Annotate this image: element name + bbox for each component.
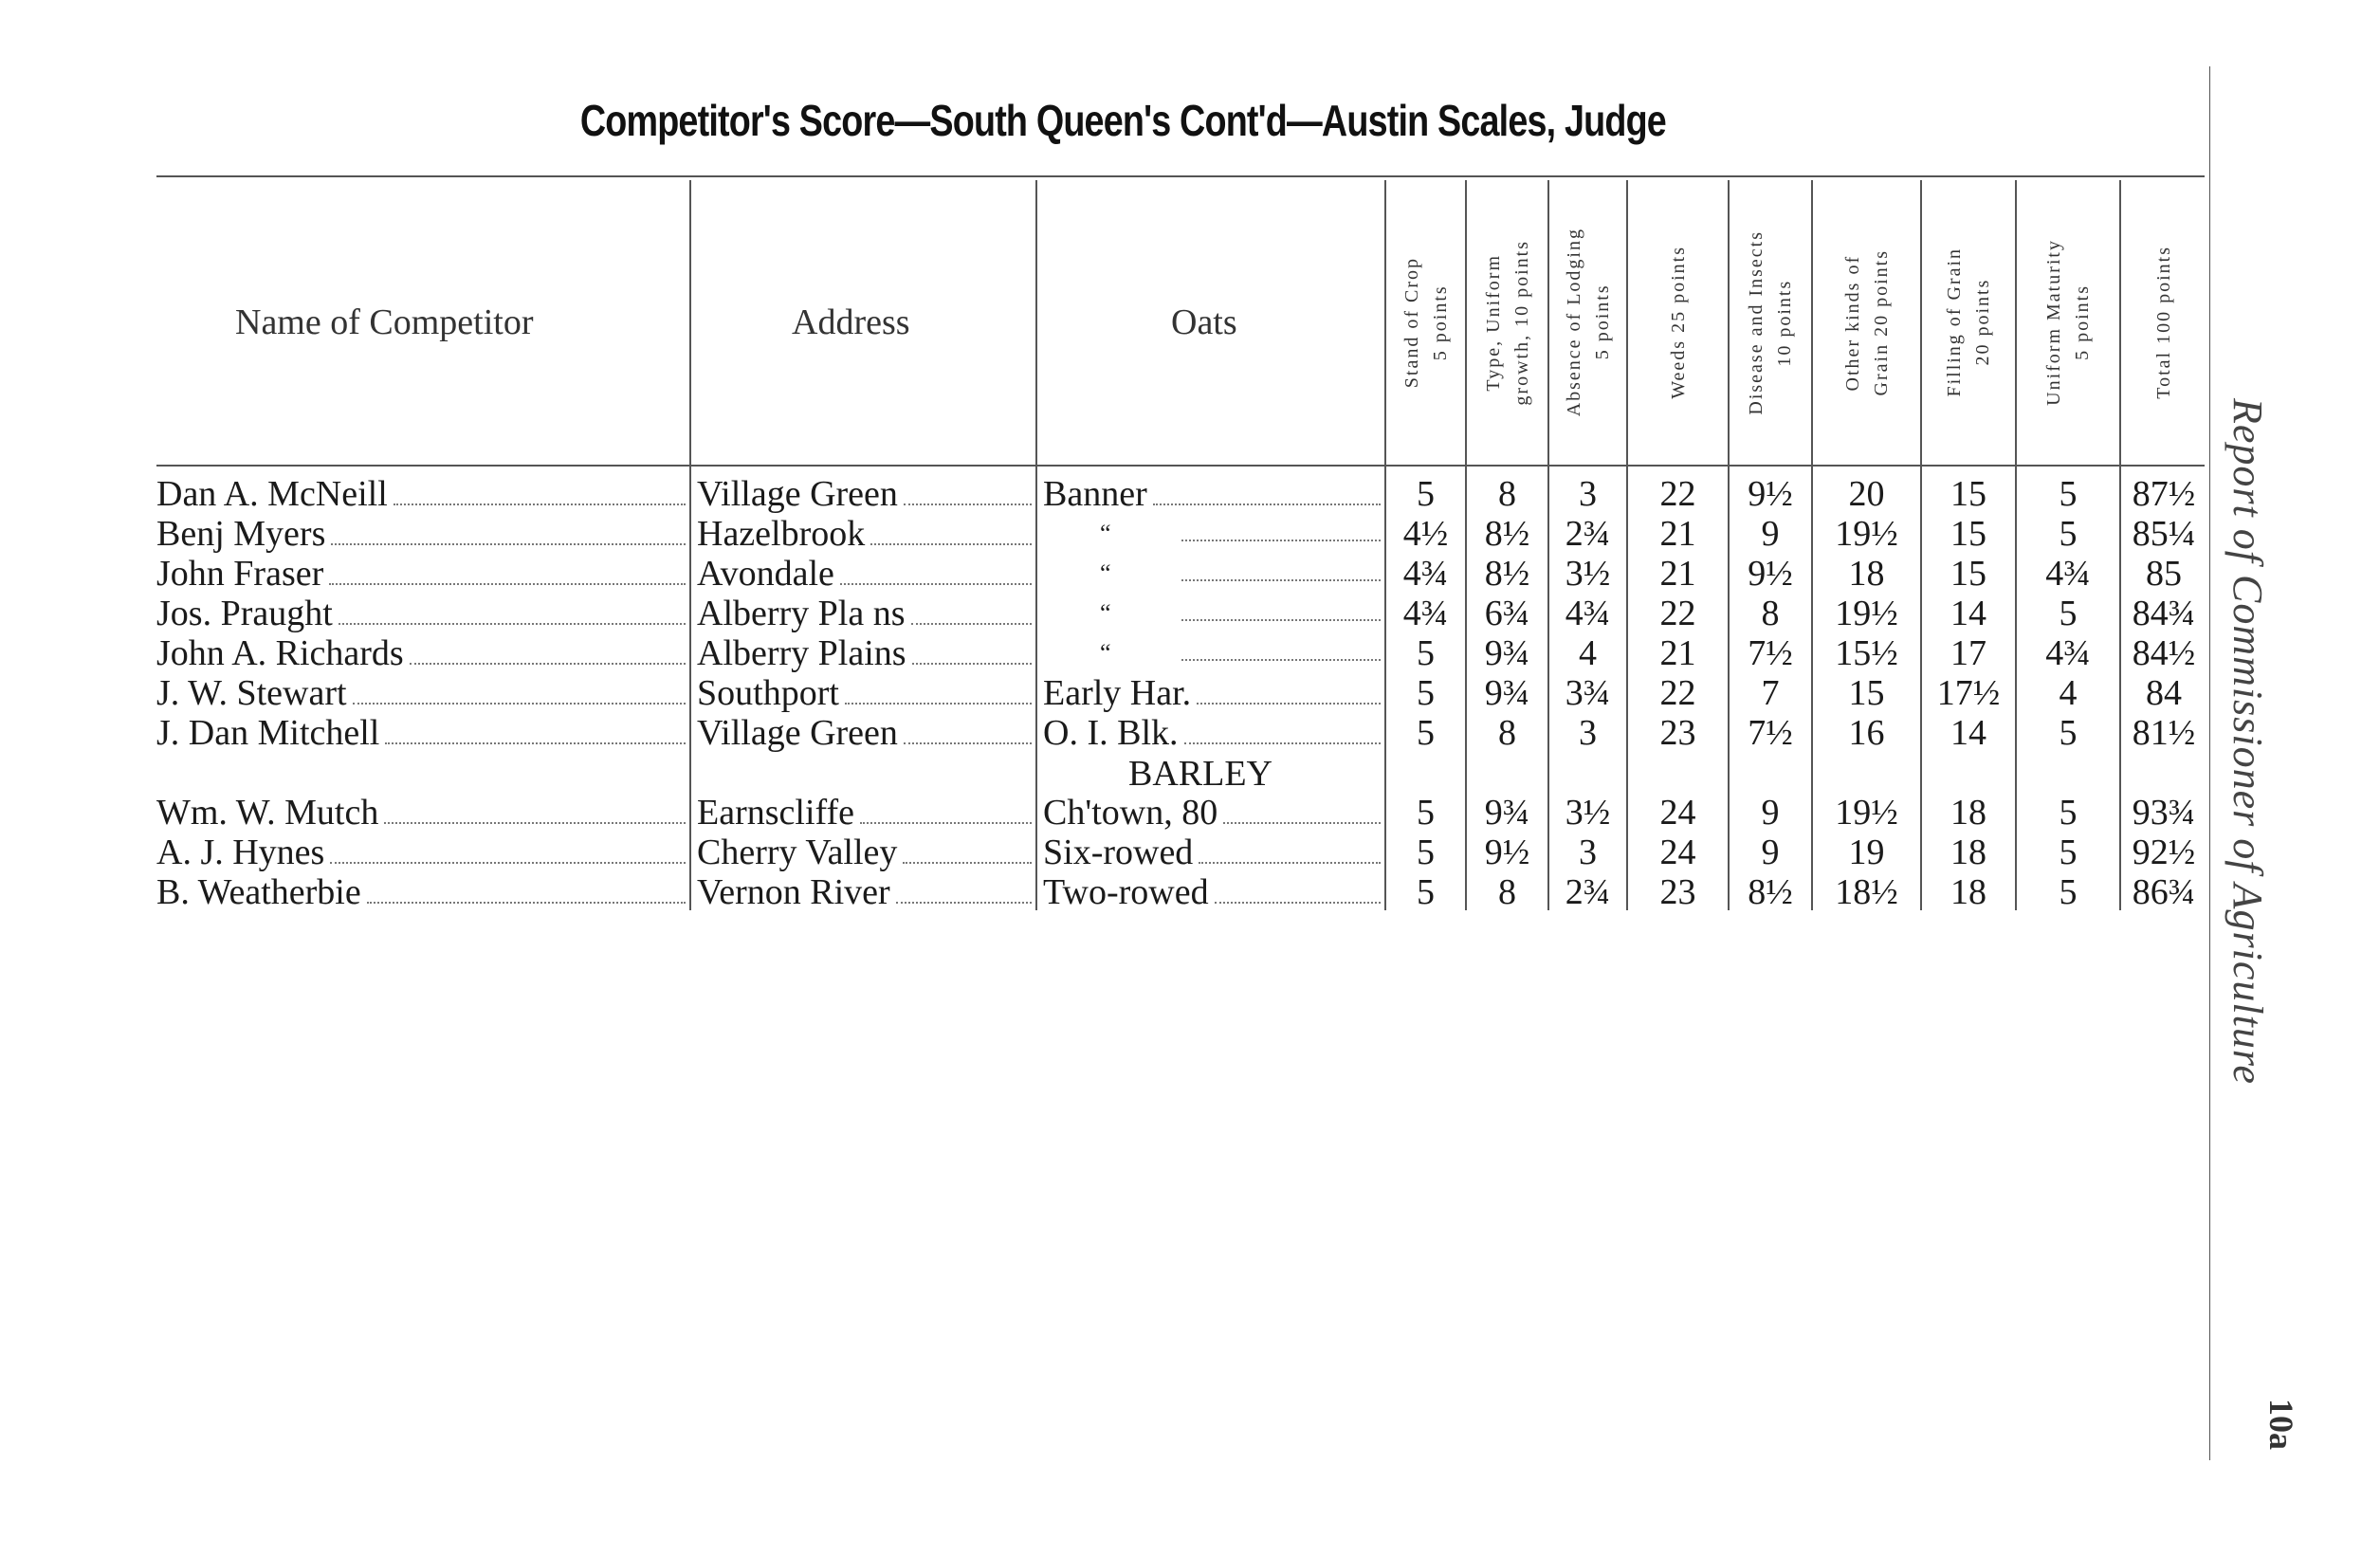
score-stand: 5 — [1417, 673, 1435, 713]
page-number: 10a — [2262, 1399, 2300, 1450]
table-row — [0, 673, 2219, 713]
score-disease: 9 — [1761, 833, 1780, 872]
score-filling: 17 — [1950, 633, 1986, 673]
header-other-kinds-of-grain: Other kinds of Grain 20 points — [1841, 248, 1892, 396]
score-lodging: 2¾ — [1565, 872, 1611, 912]
score-maturity: 5 — [2059, 793, 2078, 833]
score-disease: 9½ — [1748, 474, 1793, 514]
score-filling: 18 — [1950, 872, 1986, 912]
margin-rule — [2209, 66, 2210, 1460]
score-disease: 7 — [1761, 673, 1780, 713]
score-type: 9½ — [1484, 833, 1530, 872]
score-total: 93¾ — [2132, 793, 2196, 833]
competitor-address: Village Green — [697, 474, 898, 514]
score-filling: 18 — [1950, 833, 1986, 872]
competitor-name: Dan A. McNeill — [156, 474, 388, 514]
competitor-name: B. Weatherbie — [156, 872, 361, 912]
score-type: 9¾ — [1484, 633, 1530, 673]
table-row — [0, 514, 2219, 554]
score-disease: 9 — [1761, 514, 1780, 554]
variety: O. I. Blk. — [1043, 713, 1179, 753]
score-type: 8 — [1498, 713, 1516, 753]
score-disease: 7½ — [1748, 633, 1793, 673]
score-disease: 8½ — [1748, 872, 1793, 912]
score-total: 84 — [2146, 673, 2182, 713]
variety: Six-rowed — [1043, 833, 1194, 872]
table-row — [0, 872, 2219, 912]
competitor-name: John A. Richards — [156, 633, 404, 673]
score-weeds: 22 — [1659, 673, 1696, 713]
competitor-name: J. W. Stewart — [156, 673, 347, 713]
score-lodging: 2¾ — [1565, 514, 1611, 554]
score-filling: 15 — [1950, 554, 1986, 594]
score-other-grain: 20 — [1848, 474, 1885, 514]
header-address: Address — [792, 302, 910, 342]
score-weeds: 23 — [1659, 713, 1696, 753]
score-filling: 15 — [1950, 514, 1986, 554]
variety: Two-rowed — [1043, 872, 1209, 912]
score-maturity: 5 — [2059, 474, 2078, 514]
score-maturity: 5 — [2059, 872, 2078, 912]
score-lodging: 3 — [1579, 713, 1597, 753]
competitor-name: Jos. Praught — [156, 594, 333, 633]
table-row — [0, 554, 2219, 594]
score-weeds: 24 — [1659, 793, 1696, 833]
score-lodging: 3 — [1579, 474, 1597, 514]
header-disease-and-insects: Disease and Insects 10 points — [1746, 229, 1795, 415]
competitor-address: Alberry Plains — [697, 633, 906, 673]
score-other-grain: 18 — [1848, 554, 1885, 594]
header-variety: Oats — [1171, 302, 1237, 342]
competitor-address: Southport — [697, 673, 839, 713]
score-total: 85 — [2146, 554, 2182, 594]
header-stand-of-crop: Stand of Crop 5 points — [1401, 256, 1451, 389]
header-type-uniform-growth: Type, Uniform growth, 10 points — [1482, 239, 1532, 406]
variety: Banner — [1043, 474, 1147, 514]
table-title: Competitor's Score—South Queen's Cont'd—Austin Scales, Judge — [579, 96, 1666, 145]
table-row — [0, 594, 2219, 633]
score-other-grain: 18½ — [1835, 872, 1898, 912]
score-type: 9¾ — [1484, 673, 1530, 713]
score-filling: 17½ — [1936, 673, 2001, 713]
score-stand: 4½ — [1402, 514, 1449, 554]
ditto-mark: “ — [1100, 639, 1111, 667]
score-other-grain: 16 — [1848, 713, 1885, 753]
competitor-address: Vernon River — [697, 872, 890, 912]
score-disease: 7½ — [1748, 713, 1793, 753]
score-lodging: 3 — [1579, 833, 1597, 872]
table-row — [0, 833, 2219, 872]
score-other-grain: 19½ — [1835, 793, 1898, 833]
score-stand: 5 — [1417, 833, 1435, 872]
score-total: 81½ — [2132, 713, 2196, 753]
header-name: Name of Competitor — [235, 302, 534, 342]
score-type: 8 — [1498, 872, 1516, 912]
score-weeds: 21 — [1659, 514, 1696, 554]
variety: Ch'town, 80 — [1043, 793, 1218, 833]
score-lodging: 3¾ — [1565, 673, 1611, 713]
score-total: 84½ — [2132, 633, 2196, 673]
score-total: 86¾ — [2132, 872, 2196, 912]
score-disease: 9 — [1761, 793, 1780, 833]
table-row — [0, 633, 2219, 673]
ditto-mark: “ — [1100, 520, 1111, 547]
score-weeds: 22 — [1659, 594, 1696, 633]
score-filling: 15 — [1950, 474, 1986, 514]
competitor-name: Wm. W. Mutch — [156, 793, 379, 833]
score-stand: 5 — [1417, 793, 1435, 833]
score-maturity: 4 — [2059, 673, 2078, 713]
competitor-name: Benj Myers — [156, 514, 326, 554]
score-other-grain: 15½ — [1835, 633, 1898, 673]
score-other-grain: 15 — [1848, 673, 1885, 713]
score-stand: 4¾ — [1402, 554, 1449, 594]
score-type: 8 — [1498, 474, 1516, 514]
score-weeds: 21 — [1659, 633, 1696, 673]
score-filling: 14 — [1950, 594, 1986, 633]
table-row — [0, 474, 2219, 514]
score-filling: 18 — [1950, 793, 1986, 833]
competitor-address: Avondale — [697, 554, 834, 594]
score-stand: 5 — [1417, 474, 1435, 514]
competitor-address: Earnscliffe — [697, 793, 854, 833]
competitor-address: Village Green — [697, 713, 898, 753]
score-maturity: 5 — [2059, 514, 2078, 554]
header-uniform-maturity: Uniform Maturity 5 points — [2043, 239, 2093, 406]
score-type: 8½ — [1484, 554, 1530, 594]
score-total: 87½ — [2132, 474, 2196, 514]
score-lodging: 3½ — [1565, 793, 1611, 833]
score-maturity: 5 — [2059, 594, 2078, 633]
score-lodging: 4 — [1579, 633, 1597, 673]
header-weeds: Weeds 25 points — [1667, 246, 1689, 399]
score-type: 8½ — [1484, 514, 1530, 554]
competitor-address: Cherry Valley — [697, 833, 898, 872]
score-type: 9¾ — [1484, 793, 1530, 833]
score-stand: 5 — [1417, 633, 1435, 673]
table-row — [0, 713, 2219, 753]
score-weeds: 24 — [1659, 833, 1696, 872]
score-total: 92½ — [2132, 833, 2196, 872]
score-type: 6¾ — [1484, 594, 1530, 633]
score-other-grain: 19 — [1848, 833, 1885, 872]
score-lodging: 3½ — [1565, 554, 1611, 594]
header-bottom-rule — [156, 465, 2205, 467]
score-maturity: 5 — [2059, 833, 2078, 872]
competitor-name: A. J. Hynes — [156, 833, 325, 872]
ditto-mark: “ — [1100, 599, 1111, 627]
score-disease: 9½ — [1748, 554, 1793, 594]
competitor-address: Alberry Pla ns — [697, 594, 906, 633]
score-stand: 4¾ — [1402, 594, 1449, 633]
score-other-grain: 19½ — [1835, 594, 1898, 633]
header-absence-of-lodging: Absence of Lodging 5 points — [1563, 228, 1613, 417]
table-row — [0, 793, 2219, 833]
running-head: Report of Commissioner of Agriculture — [2224, 398, 2271, 1085]
barley-section-label: BARLEY — [1128, 754, 1272, 794]
score-total: 84¾ — [2132, 594, 2196, 633]
score-maturity: 4¾ — [2045, 633, 2091, 673]
competitor-name: J. Dan Mitchell — [156, 713, 380, 753]
score-stand: 5 — [1417, 872, 1435, 912]
header-filling-of-grain: Filling of Grain 20 points — [1944, 247, 1993, 397]
score-total: 85¼ — [2132, 514, 2196, 554]
score-weeds: 21 — [1659, 554, 1696, 594]
variety: Early Har. — [1043, 673, 1192, 713]
score-weeds: 22 — [1659, 474, 1696, 514]
competitor-address: Hazelbrook — [697, 514, 866, 554]
score-weeds: 23 — [1659, 872, 1696, 912]
score-disease: 8 — [1761, 594, 1780, 633]
score-filling: 14 — [1950, 713, 1986, 753]
header-total: Total 100 points — [2153, 246, 2174, 399]
score-maturity: 5 — [2059, 713, 2078, 753]
score-stand: 5 — [1417, 713, 1435, 753]
score-maturity: 4¾ — [2045, 554, 2091, 594]
header-top-rule — [156, 175, 2205, 177]
ditto-mark: “ — [1100, 559, 1111, 587]
score-lodging: 4¾ — [1565, 594, 1611, 633]
score-other-grain: 19½ — [1835, 514, 1898, 554]
competitor-name: John Fraser — [156, 554, 324, 594]
